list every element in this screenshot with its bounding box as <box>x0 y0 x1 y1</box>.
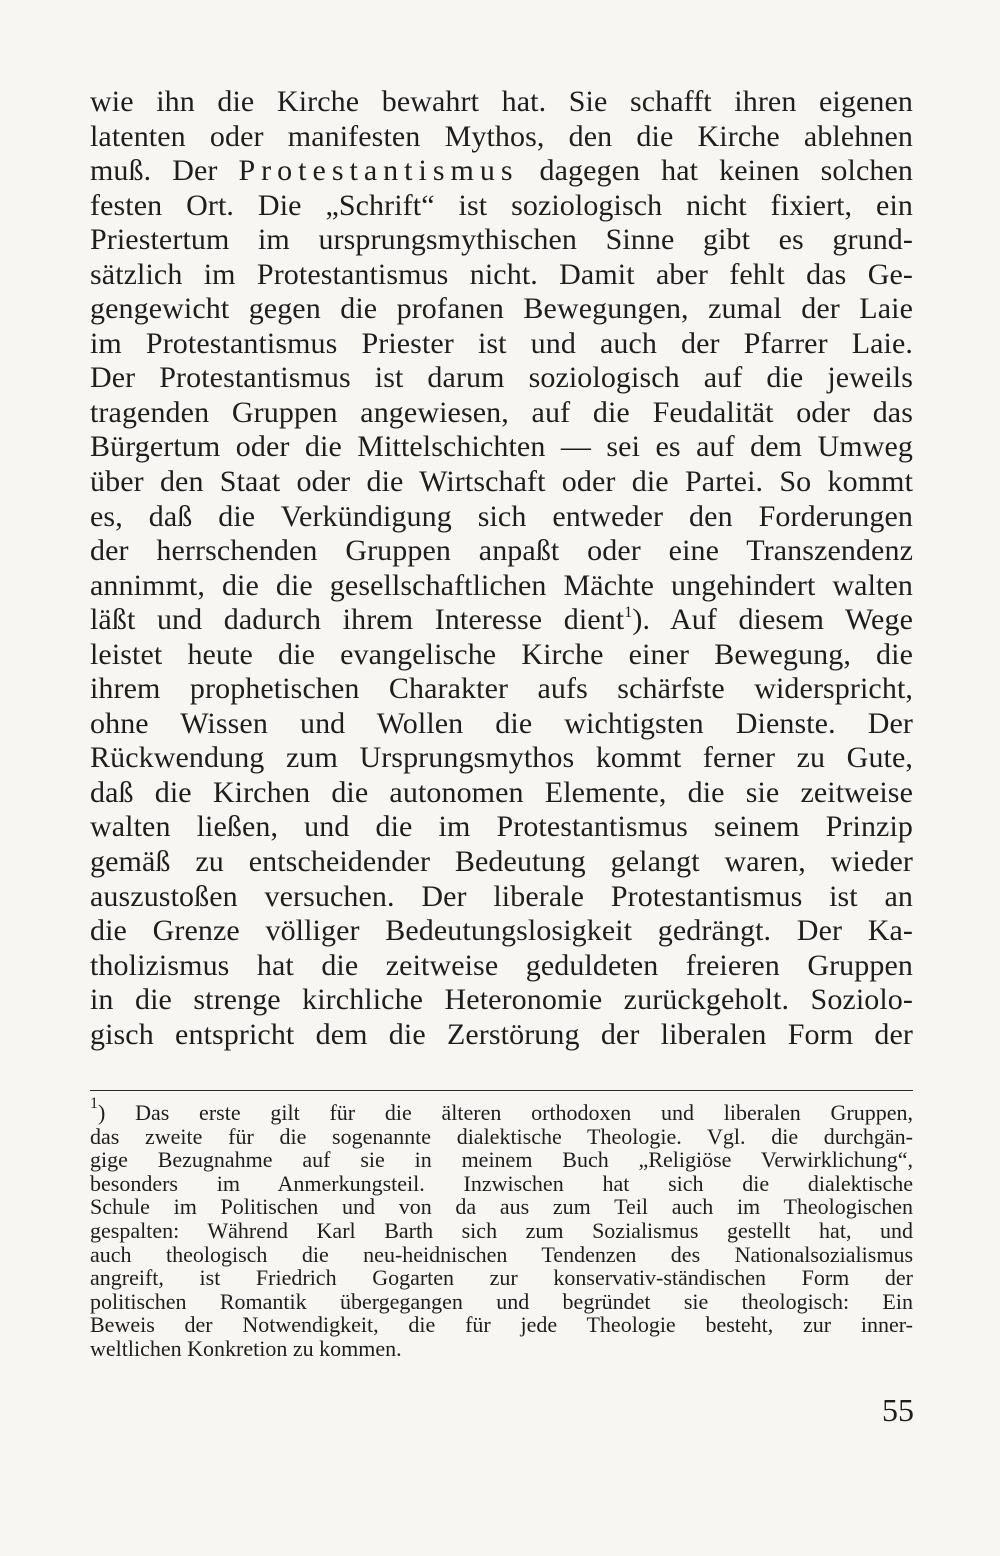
footnote-line: gige Bezugnahme auf sie in meinem Buch „Religiöse Verwirklichung“, <box>90 1147 913 1173</box>
text-line: die Grenze völliger Bedeutungslosigkeit gedrängt. Der Ka- <box>90 914 913 948</box>
text-line: latenten oder manifesten Mythos, den die Kirche ablehnen <box>90 119 913 153</box>
text-line: leistet heute die evangelische Kirche einer Bewegung, die <box>90 637 913 671</box>
text-line <box>90 603 913 638</box>
text-line <box>90 154 913 189</box>
footnote-line: auch theologisch die neu-heidnischen Tendenzen des Nationalsozialismus <box>90 1241 913 1267</box>
text-line: Bürgertum oder die Mittelschichten — sei es auf dem Umweg <box>90 430 913 464</box>
text-line: annimmt, die die gesellschaftlichen Mächte ungehindert walten <box>90 568 913 602</box>
text-line: der herrschenden Gruppen anpaßt oder eine Transzendenz <box>90 534 913 568</box>
text-line: tholizismus hat die zeitweise geduldeten freieren Gruppen <box>90 948 913 982</box>
text-line: gengewicht gegen die profanen Bewegungen, zumal der Laie <box>90 292 913 326</box>
footnote-line: politischen Romantik übergegangen und begründet sie theologisch: Ein <box>90 1288 913 1314</box>
text-line: auszustoßen versuchen. Der liberale Protestantismus ist an <box>90 879 913 913</box>
text-fragment: ). Auf diesem Wege <box>632 603 913 637</box>
text-line: in die strenge kirchliche Heteronomie zurückgeholt. Soziolo- <box>90 983 913 1017</box>
text-line: ihrem prophetischen Charakter aufs schärfste widerspricht, <box>90 672 913 706</box>
text-fragment: ) Das erste gilt für die älteren orthodoxen und liberalen Gruppen, <box>98 1100 913 1125</box>
text-line: es, daß die Verkündigung sich entweder den Forderungen <box>90 499 913 533</box>
text-line: ohne Wissen und Wollen die wichtigsten Dienste. Der <box>90 706 913 740</box>
footnote-marker: 1 <box>90 1095 98 1112</box>
footnote-line: Schule im Politischen und von da aus zum Teil auch im Theologischen <box>90 1194 913 1220</box>
main-text <box>90 85 913 1052</box>
text-line: festen Ort. Die „Schrift“ ist soziologisch nicht fixiert, ein <box>90 188 913 222</box>
text-fragment: muß. Der <box>90 154 239 188</box>
text-line: daß die Kirchen die autonomen Elemente, die sie zeitweise <box>90 775 913 809</box>
footnote-line: weltlichen Konkretion zu kommen. <box>90 1335 402 1361</box>
page-number: 55 <box>882 1392 914 1428</box>
text-line: wie ihn die Kirche bewahrt hat. Sie schafft ihren eigenen <box>90 85 913 118</box>
text-line: walten ließen, und die im Protestantismus seinem Prinzip <box>90 810 913 844</box>
footnote-line: gespalten: Während Karl Barth sich zum Sozialismus gestellt hat, und <box>90 1217 913 1243</box>
footnotes <box>90 1095 913 1361</box>
emphasized-word: Protestantismus <box>238 154 519 188</box>
text-fragment: läßt und dadurch ihrem Interesse dient <box>90 603 625 637</box>
text-line: Priestertum im ursprungsmythischen Sinne gibt es grund- <box>90 223 913 257</box>
text-line: gisch entspricht dem die Zerstörung der liberalen Form der <box>90 1017 913 1051</box>
footnote-line: besonders im Anmerkungsteil. Inzwischen hat sich die dialektische <box>90 1170 913 1196</box>
text-line: im Protestantismus Priester ist und auch der Pfarrer Laie. <box>90 326 913 360</box>
text-line: tragenden Gruppen angewiesen, auf die Feudalität oder das <box>90 395 913 429</box>
text-fragment: dagegen hat keinen solchen <box>518 154 913 188</box>
footnote-reference: 1 <box>624 604 633 622</box>
text-line: Rückwendung zum Ursprungsmythos kommt ferner zu Gute, <box>90 741 913 775</box>
footnote-line: Beweis der Notwendigkeit, die für jede Theologie besteht, zur inner- <box>90 1312 913 1338</box>
text-line: über den Staat oder die Wirtschaft oder die Partei. So kommt <box>90 465 913 499</box>
text-line: Der Protestantismus ist darum soziologisch auf die jeweils <box>90 361 913 395</box>
text-line: sätzlich im Protestantismus nicht. Damit aber fehlt das Ge- <box>90 257 913 291</box>
footnote-line: das zweite für die sogenannte dialektische Theologie. Vgl. die durchgän- <box>90 1123 913 1149</box>
footnote-divider <box>90 1090 913 1091</box>
footnote-line <box>90 1095 913 1125</box>
footnote-line: angreift, ist Friedrich Gogarten zur konservativ-ständischen Form der <box>90 1265 913 1291</box>
text-line: gemäß zu entscheidender Bedeutung gelangt waren, wieder <box>90 845 913 879</box>
